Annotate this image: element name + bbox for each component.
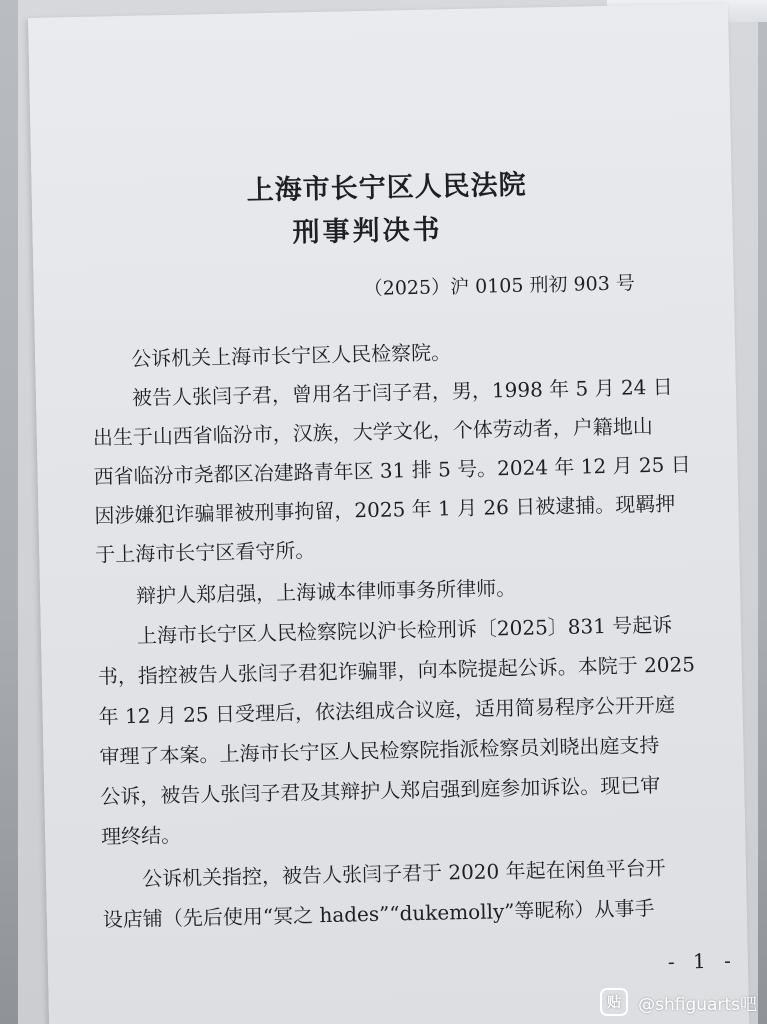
body-line: 辩护人郑启强，上海诚本律师事务所律师。 bbox=[135, 575, 517, 608]
court-name: 上海市长宁区人民法院 bbox=[246, 169, 527, 207]
body-line: 审理了本案。上海市长宁区人民检察院指派检察员刘晓出庭支持 bbox=[99, 732, 660, 769]
body-line: 上海市长宁区人民检察院以沪长检刑诉〔2025〕831 号起诉 bbox=[136, 612, 673, 648]
tieba-logo-icon: 贴 bbox=[600, 988, 628, 1016]
body-line: 于上海市长宁区看守所。 bbox=[95, 538, 316, 567]
body-line: 被告人张闫子君，曾用名于闫子君，男，1998 年 5 月 24 日 bbox=[131, 374, 673, 410]
body-line: 公诉机关指控，被告人张闫子君于 2020 年起在闲鱼平台开 bbox=[141, 855, 666, 891]
document-type: 刑事判决书 bbox=[292, 214, 443, 249]
body-line: 因涉嫌犯诈骗罪被刑事拘留，2025 年 1 月 26 日被逮捕。现羁押 bbox=[94, 491, 676, 528]
page-number: - 1 - bbox=[667, 948, 738, 974]
case-number: （2025）沪 0105 刑初 903 号 bbox=[363, 272, 636, 301]
watermark-text: @shfiguarts吧 bbox=[638, 994, 757, 1015]
body-line: 设店铺（先后使用“冥之 hades”“dukemolly”等昵称）从事手 bbox=[102, 896, 655, 932]
body-line: 公诉，被告人张闫子君及其辩护人郑启强到庭参加诉讼。现已审 bbox=[100, 772, 661, 809]
body-line: 出生于山西省临汾市，汉族，大学文化，个体劳动者，户籍地山 bbox=[92, 414, 653, 450]
tieba-watermark bbox=[600, 988, 757, 1016]
body-line: 年 12 月 25 日受理后，依法组成合议庭，适用简易程序公开开庭 bbox=[98, 692, 676, 729]
body-line: 书，指控被告人张闫子君犯诈骗罪，向本院提起公诉。本院于 2025 bbox=[97, 652, 696, 689]
body-line: 理终结。 bbox=[100, 822, 182, 849]
body-line: 西省临汾市尧都区冶建路青年区 31 排 5 号。2024 年 12 月 25 日 bbox=[93, 452, 691, 489]
body-line: 公诉机关上海市长宁区人民检察院。 bbox=[130, 340, 452, 371]
judgment-page bbox=[28, 3, 750, 1024]
